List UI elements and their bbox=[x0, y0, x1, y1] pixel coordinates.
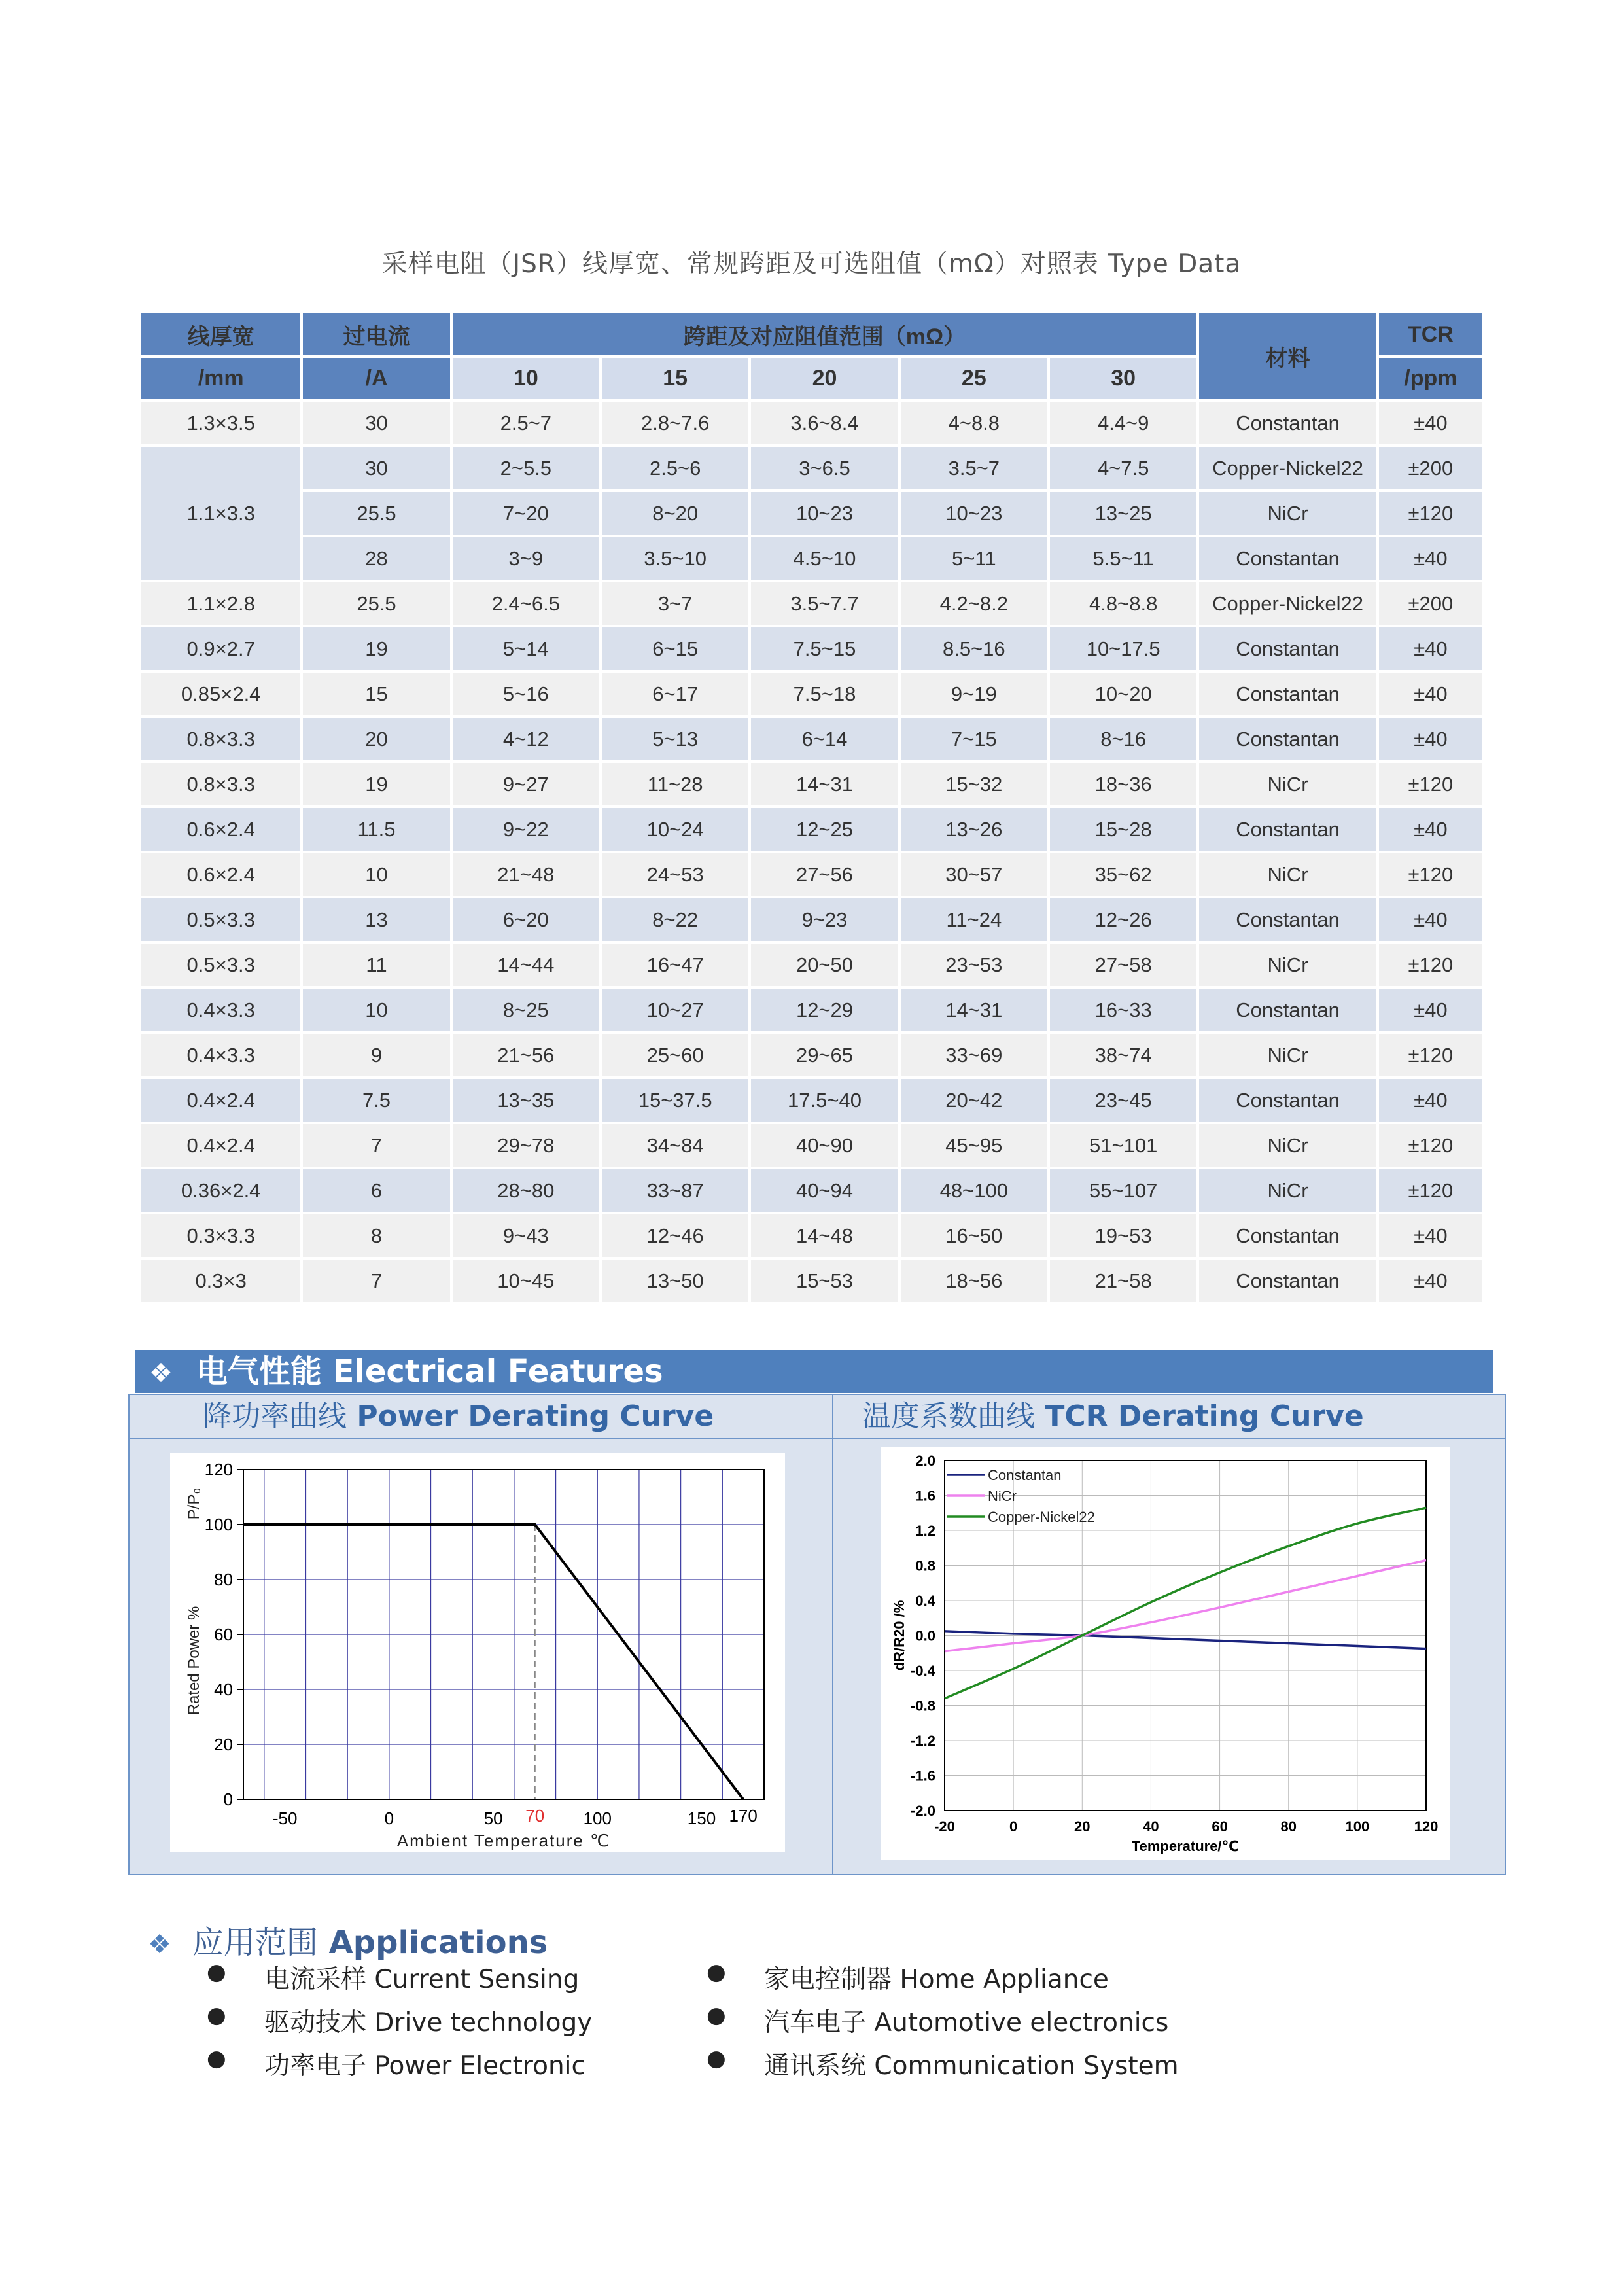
cell-current: 7 bbox=[303, 1124, 449, 1167]
cell-current: 19 bbox=[303, 763, 449, 805]
cell-r20: 7.5~18 bbox=[751, 673, 898, 715]
cell-size: 0.4×3.3 bbox=[141, 989, 300, 1031]
cell-r20: 10~23 bbox=[751, 492, 898, 535]
cell-r15: 8~20 bbox=[602, 492, 748, 535]
application-label: 通讯系统 Communication System bbox=[764, 2051, 1179, 2081]
cell-r10: 9~27 bbox=[453, 763, 599, 805]
header-span-25: 25 bbox=[901, 358, 1047, 399]
section-marker-icon: ❖ bbox=[149, 1358, 173, 1388]
cell-material: Constantan bbox=[1199, 808, 1376, 851]
cell-r10: 5~16 bbox=[453, 673, 599, 715]
cell-tcr: ±120 bbox=[1379, 1034, 1482, 1076]
cell-current: 11.5 bbox=[303, 808, 449, 851]
cell-size: 1.1×2.8 bbox=[141, 582, 300, 625]
table-row bbox=[141, 718, 1482, 760]
power-derating-heading bbox=[130, 1395, 832, 1439]
cell-r30: 18~36 bbox=[1050, 763, 1196, 805]
cell-r15: 10~27 bbox=[602, 989, 748, 1031]
header-span-15: 15 bbox=[602, 358, 748, 399]
cell-current: 7.5 bbox=[303, 1079, 449, 1122]
cell-material: NiCr bbox=[1199, 944, 1376, 986]
cell-material: Constantan bbox=[1199, 1260, 1376, 1302]
bullet-icon: ● bbox=[207, 2002, 226, 2028]
cell-current: 30 bbox=[303, 447, 449, 489]
tcr-derating-heading bbox=[833, 1395, 1505, 1439]
cell-material: Constantan bbox=[1199, 1079, 1376, 1122]
header-current: 过电流 bbox=[303, 313, 449, 355]
power-derating-svg bbox=[170, 1453, 785, 1852]
cell-size: 0.9×2.7 bbox=[141, 627, 300, 670]
cell-r15: 15~37.5 bbox=[602, 1079, 748, 1122]
cell-r25: 14~31 bbox=[901, 989, 1047, 1031]
cell-size: 0.3×3 bbox=[141, 1260, 300, 1302]
cell-r10: 2~5.5 bbox=[453, 447, 599, 489]
cell-r30: 21~58 bbox=[1050, 1260, 1196, 1302]
y-tick-label: 2.0 bbox=[915, 1453, 935, 1469]
cell-current: 25.5 bbox=[303, 492, 449, 535]
x-tick-label: 0 bbox=[1009, 1818, 1018, 1835]
table-row bbox=[141, 582, 1482, 625]
header-tcr: TCR bbox=[1379, 313, 1482, 355]
cell-material: NiCr bbox=[1199, 492, 1376, 535]
tcr-derating-title-en: TCR Derating Curve bbox=[1045, 1400, 1364, 1433]
cell-r25: 15~32 bbox=[901, 763, 1047, 805]
tcr-derating-panel bbox=[832, 1394, 1506, 1875]
bullet-icon: ● bbox=[707, 2002, 726, 2028]
cell-size: 0.6×2.4 bbox=[141, 808, 300, 851]
cell-tcr: ±40 bbox=[1379, 898, 1482, 941]
y-tick-label: -2.0 bbox=[911, 1803, 935, 1819]
cell-r10: 3~9 bbox=[453, 537, 599, 580]
power-derating-title-en: Power Derating Curve bbox=[357, 1400, 714, 1433]
table-body bbox=[141, 402, 1482, 1302]
cell-r25: 4.2~8.2 bbox=[901, 582, 1047, 625]
cell-r25: 13~26 bbox=[901, 808, 1047, 851]
application-label: 驱动技术 Drive technology bbox=[264, 2008, 593, 2038]
cell-r25: 30~57 bbox=[901, 853, 1047, 896]
table-row bbox=[141, 537, 1482, 580]
cell-r10: 2.5~7 bbox=[453, 402, 599, 444]
bullet-icon: ● bbox=[707, 2045, 726, 2072]
y-tick-label: 120 bbox=[204, 1460, 233, 1479]
y-tick-label: 0 bbox=[223, 1790, 233, 1809]
cell-r10: 5~14 bbox=[453, 627, 599, 670]
legend-label: NiCr bbox=[988, 1488, 1017, 1504]
y-tick-label: -0.8 bbox=[911, 1697, 935, 1714]
cell-r20: 4.5~10 bbox=[751, 537, 898, 580]
cell-r30: 10~20 bbox=[1050, 673, 1196, 715]
section-marker-icon: ❖ bbox=[148, 1930, 171, 1960]
y-tick-label: 20 bbox=[214, 1735, 233, 1754]
table-title: 采样电阻（JSR）线厚宽、常规跨距及可选阻值（mΩ）对照表 Type Data bbox=[381, 249, 1242, 279]
table-row bbox=[141, 763, 1482, 805]
cell-r10: 7~20 bbox=[453, 492, 599, 535]
x-tick-label: -20 bbox=[934, 1818, 955, 1835]
cell-r20: 29~65 bbox=[751, 1034, 898, 1076]
cell-tcr: ±40 bbox=[1379, 537, 1482, 580]
y-tick-label: -0.4 bbox=[911, 1663, 935, 1679]
cell-r15: 2.8~7.6 bbox=[602, 402, 748, 444]
cell-r25: 23~53 bbox=[901, 944, 1047, 986]
tcr-derating-chart bbox=[881, 1447, 1450, 1860]
cell-r20: 9~23 bbox=[751, 898, 898, 941]
y-tick-label: 0.4 bbox=[915, 1593, 935, 1609]
cell-r30: 38~74 bbox=[1050, 1034, 1196, 1076]
cell-current: 20 bbox=[303, 718, 449, 760]
table-row bbox=[141, 944, 1482, 986]
y-tick-label: 80 bbox=[214, 1570, 233, 1589]
cell-size: 1.1×3.3 bbox=[141, 447, 300, 580]
y-tick-label: 1.6 bbox=[915, 1487, 935, 1504]
table-row bbox=[141, 673, 1482, 715]
application-label: 功率电子 Power Electronic bbox=[264, 2051, 585, 2081]
cell-r30: 12~26 bbox=[1050, 898, 1196, 941]
cell-size: 0.4×3.3 bbox=[141, 1034, 300, 1076]
header-tcr-unit: /ppm bbox=[1379, 358, 1482, 399]
type-data-table bbox=[139, 311, 1485, 1305]
cell-r30: 5.5~11 bbox=[1050, 537, 1196, 580]
table-row bbox=[141, 853, 1482, 896]
bullet-icon: ● bbox=[707, 1959, 726, 1985]
tcr-derating-svg bbox=[881, 1447, 1450, 1860]
cell-current: 8 bbox=[303, 1214, 449, 1257]
table-row bbox=[141, 989, 1482, 1031]
cell-r15: 6~15 bbox=[602, 627, 748, 670]
series-line-copper-nickel22 bbox=[945, 1508, 1426, 1699]
cell-r20: 40~94 bbox=[751, 1169, 898, 1212]
cell-r10: 28~80 bbox=[453, 1169, 599, 1212]
cell-material: Constantan bbox=[1199, 989, 1376, 1031]
cell-current: 13 bbox=[303, 898, 449, 941]
electrical-section-bar bbox=[135, 1350, 1493, 1393]
table-row bbox=[141, 1124, 1482, 1167]
cell-material: Constantan bbox=[1199, 898, 1376, 941]
application-label: 电流采样 Current Sensing bbox=[264, 1965, 580, 1994]
cell-tcr: ±40 bbox=[1379, 1079, 1482, 1122]
cell-size: 0.8×3.3 bbox=[141, 718, 300, 760]
table-row bbox=[141, 1034, 1482, 1076]
cell-size: 1.3×3.5 bbox=[141, 402, 300, 444]
cell-current: 7 bbox=[303, 1260, 449, 1302]
x-tick-label: 50 bbox=[483, 1809, 503, 1828]
cell-current: 10 bbox=[303, 989, 449, 1031]
cell-r10: 10~45 bbox=[453, 1260, 599, 1302]
cell-r10: 13~35 bbox=[453, 1079, 599, 1122]
cell-r20: 3.6~8.4 bbox=[751, 402, 898, 444]
x-tick-label: 60 bbox=[1212, 1818, 1228, 1835]
cell-size: 0.8×3.3 bbox=[141, 763, 300, 805]
x-axis-label: Temperature/℃ bbox=[1131, 1838, 1240, 1854]
cell-r30: 19~53 bbox=[1050, 1214, 1196, 1257]
cell-size: 0.4×2.4 bbox=[141, 1079, 300, 1122]
cell-current: 10 bbox=[303, 853, 449, 896]
cell-r25: 20~42 bbox=[901, 1079, 1047, 1122]
cell-current: 15 bbox=[303, 673, 449, 715]
table-row bbox=[141, 808, 1482, 851]
cell-r15: 34~84 bbox=[602, 1124, 748, 1167]
application-label: 家电控制器 Home Appliance bbox=[764, 1965, 1109, 1994]
cell-r15: 3.5~10 bbox=[602, 537, 748, 580]
cell-tcr: ±120 bbox=[1379, 1169, 1482, 1212]
cell-r30: 10~17.5 bbox=[1050, 627, 1196, 670]
y-tick-label: -1.2 bbox=[911, 1733, 935, 1749]
cell-r30: 8~16 bbox=[1050, 718, 1196, 760]
cell-tcr: ±40 bbox=[1379, 627, 1482, 670]
header-current-unit: /A bbox=[303, 358, 449, 399]
cell-material: Constantan bbox=[1199, 673, 1376, 715]
cell-tcr: ±200 bbox=[1379, 447, 1482, 489]
cell-r15: 2.5~6 bbox=[602, 447, 748, 489]
cell-size: 0.85×2.4 bbox=[141, 673, 300, 715]
cell-r30: 15~28 bbox=[1050, 808, 1196, 851]
x-tick-label: 120 bbox=[1414, 1818, 1439, 1835]
cell-material: Constantan bbox=[1199, 718, 1376, 760]
cell-material: NiCr bbox=[1199, 763, 1376, 805]
cell-r30: 13~25 bbox=[1050, 492, 1196, 535]
tcr-derating-title-zh: 温度系数曲线 bbox=[862, 1400, 1035, 1433]
cell-size: 0.5×3.3 bbox=[141, 898, 300, 941]
cell-current: 11 bbox=[303, 944, 449, 986]
cell-current: 6 bbox=[303, 1169, 449, 1212]
cell-tcr: ±120 bbox=[1379, 944, 1482, 986]
table-row bbox=[141, 1079, 1482, 1122]
cell-r15: 3~7 bbox=[602, 582, 748, 625]
cell-tcr: ±200 bbox=[1379, 582, 1482, 625]
cell-r20: 14~31 bbox=[751, 763, 898, 805]
table-row bbox=[141, 1214, 1482, 1257]
header-span-20: 20 bbox=[751, 358, 898, 399]
cell-r30: 4~7.5 bbox=[1050, 447, 1196, 489]
cell-tcr: ±120 bbox=[1379, 853, 1482, 896]
cell-r20: 3.5~7.7 bbox=[751, 582, 898, 625]
cell-r10: 9~22 bbox=[453, 808, 599, 851]
y-tick-label: 0.0 bbox=[915, 1627, 935, 1644]
cell-material: Copper-Nickel22 bbox=[1199, 582, 1376, 625]
cell-r25: 3.5~7 bbox=[901, 447, 1047, 489]
cell-r30: 55~107 bbox=[1050, 1169, 1196, 1212]
x-marker-label: 70 bbox=[525, 1806, 545, 1826]
cell-r15: 10~24 bbox=[602, 808, 748, 851]
applications-heading bbox=[148, 1917, 548, 1962]
cell-r25: 48~100 bbox=[901, 1169, 1047, 1212]
y-axis-label: dR/R20 /% bbox=[891, 1600, 907, 1671]
cell-material: NiCr bbox=[1199, 853, 1376, 896]
table-row bbox=[141, 1260, 1482, 1302]
applications-title-zh: 应用范围 bbox=[192, 1924, 318, 1961]
cell-current: 30 bbox=[303, 402, 449, 444]
cell-r15: 6~17 bbox=[602, 673, 748, 715]
cell-r10: 2.4~6.5 bbox=[453, 582, 599, 625]
cell-r15: 33~87 bbox=[602, 1169, 748, 1212]
bullet-icon: ● bbox=[207, 2045, 226, 2072]
cell-r15: 5~13 bbox=[602, 718, 748, 760]
cell-r20: 3~6.5 bbox=[751, 447, 898, 489]
power-derating-panel bbox=[128, 1394, 833, 1875]
cell-r20: 12~25 bbox=[751, 808, 898, 851]
cell-tcr: ±120 bbox=[1379, 763, 1482, 805]
table-row bbox=[141, 447, 1482, 489]
cell-r15: 24~53 bbox=[602, 853, 748, 896]
cell-r25: 10~23 bbox=[901, 492, 1047, 535]
cell-r20: 20~50 bbox=[751, 944, 898, 986]
cell-r15: 25~60 bbox=[602, 1034, 748, 1076]
cell-r15: 13~50 bbox=[602, 1260, 748, 1302]
cell-current: 25.5 bbox=[303, 582, 449, 625]
x-axis-label: Ambient Temperature ℃ bbox=[396, 1831, 611, 1850]
series-line-nicr bbox=[945, 1560, 1426, 1651]
cell-r10: 14~44 bbox=[453, 944, 599, 986]
cell-r25: 33~69 bbox=[901, 1034, 1047, 1076]
cell-r25: 4~8.8 bbox=[901, 402, 1047, 444]
cell-r10: 8~25 bbox=[453, 989, 599, 1031]
electrical-section-title: 电气性能 Electrical Features bbox=[196, 1353, 663, 1390]
cell-r20: 12~29 bbox=[751, 989, 898, 1031]
table-row bbox=[141, 627, 1482, 670]
header-span-group: 跨距及对应阻值范围（mΩ） bbox=[453, 313, 1197, 355]
cell-r25: 45~95 bbox=[901, 1124, 1047, 1167]
cell-tcr: ±40 bbox=[1379, 673, 1482, 715]
header-span-30: 30 bbox=[1050, 358, 1196, 399]
cell-material: Constantan bbox=[1199, 537, 1376, 580]
y-tick-label: 1.2 bbox=[915, 1523, 935, 1539]
cell-r10: 21~48 bbox=[453, 853, 599, 896]
cell-size: 0.6×2.4 bbox=[141, 853, 300, 896]
cell-size: 0.36×2.4 bbox=[141, 1169, 300, 1212]
cell-r10: 29~78 bbox=[453, 1124, 599, 1167]
cell-r25: 8.5~16 bbox=[901, 627, 1047, 670]
header-size: 线厚宽 bbox=[141, 313, 300, 355]
derating-series-line bbox=[243, 1525, 743, 1799]
table-row bbox=[141, 492, 1482, 535]
table-row bbox=[141, 402, 1482, 444]
cell-r10: 9~43 bbox=[453, 1214, 599, 1257]
cell-current: 28 bbox=[303, 537, 449, 580]
x-tick-label: 0 bbox=[384, 1809, 394, 1828]
x-tick-label: 20 bbox=[1074, 1818, 1091, 1835]
y-axis-label: Rated Power % bbox=[185, 1606, 203, 1716]
series-line-constantan bbox=[945, 1631, 1426, 1649]
table-row bbox=[141, 1169, 1482, 1212]
cell-size: 0.5×3.3 bbox=[141, 944, 300, 986]
y-tick-label: -1.6 bbox=[911, 1767, 935, 1784]
applications-title-en: Applications bbox=[328, 1924, 548, 1961]
cell-tcr: ±40 bbox=[1379, 989, 1482, 1031]
cell-r30: 4.8~8.8 bbox=[1050, 582, 1196, 625]
header-size-unit: /mm bbox=[141, 358, 300, 399]
x-tick-label: 40 bbox=[1143, 1818, 1159, 1835]
cell-r30: 16~33 bbox=[1050, 989, 1196, 1031]
cell-r10: 6~20 bbox=[453, 898, 599, 941]
table-row bbox=[141, 898, 1482, 941]
cell-r30: 35~62 bbox=[1050, 853, 1196, 896]
cell-r30: 4.4~9 bbox=[1050, 402, 1196, 444]
cell-current: 19 bbox=[303, 627, 449, 670]
cell-size: 0.3×3.3 bbox=[141, 1214, 300, 1257]
y-tick-label: 60 bbox=[214, 1625, 233, 1644]
power-derating-title-zh: 降功率曲线 bbox=[203, 1400, 347, 1433]
bullet-icon: ● bbox=[207, 1959, 226, 1985]
cell-r15: 16~47 bbox=[602, 944, 748, 986]
cell-r15: 12~46 bbox=[602, 1214, 748, 1257]
x-tick-label: -50 bbox=[272, 1809, 298, 1828]
cell-r10: 21~56 bbox=[453, 1034, 599, 1076]
y-tick-label: 40 bbox=[214, 1680, 233, 1699]
cell-material: Constantan bbox=[1199, 627, 1376, 670]
x-tick-label: 150 bbox=[687, 1809, 716, 1828]
cell-r20: 17.5~40 bbox=[751, 1079, 898, 1122]
cell-tcr: ±40 bbox=[1379, 402, 1482, 444]
cell-r30: 27~58 bbox=[1050, 944, 1196, 986]
cell-r25: 5~11 bbox=[901, 537, 1047, 580]
cell-r25: 11~24 bbox=[901, 898, 1047, 941]
x-tick-label: 100 bbox=[583, 1809, 612, 1828]
cell-r30: 51~101 bbox=[1050, 1124, 1196, 1167]
y-top-label: P/P₀ bbox=[185, 1487, 203, 1520]
cell-tcr: ±120 bbox=[1379, 1124, 1482, 1167]
cell-material: NiCr bbox=[1199, 1034, 1376, 1076]
cell-r25: 18~56 bbox=[901, 1260, 1047, 1302]
cell-material: Constantan bbox=[1199, 402, 1376, 444]
cell-r10: 4~12 bbox=[453, 718, 599, 760]
cell-r20: 6~14 bbox=[751, 718, 898, 760]
cell-material: NiCr bbox=[1199, 1169, 1376, 1212]
x-tick-label: 100 bbox=[1345, 1818, 1370, 1835]
legend-label: Copper-Nickel22 bbox=[988, 1509, 1095, 1525]
cell-material: Copper-Nickel22 bbox=[1199, 447, 1376, 489]
cell-size: 0.4×2.4 bbox=[141, 1124, 300, 1167]
cell-tcr: ±40 bbox=[1379, 1260, 1482, 1302]
cell-r25: 16~50 bbox=[901, 1214, 1047, 1257]
y-tick-label: 100 bbox=[204, 1515, 233, 1534]
cell-tcr: ±40 bbox=[1379, 718, 1482, 760]
cell-tcr: ±40 bbox=[1379, 808, 1482, 851]
cell-material: NiCr bbox=[1199, 1124, 1376, 1167]
x-tick-label: 80 bbox=[1280, 1818, 1297, 1835]
x-end-label: 170 bbox=[729, 1806, 758, 1826]
cell-r15: 8~22 bbox=[602, 898, 748, 941]
cell-r20: 7.5~15 bbox=[751, 627, 898, 670]
legend-label: Constantan bbox=[988, 1467, 1062, 1483]
cell-r20: 27~56 bbox=[751, 853, 898, 896]
cell-r20: 40~90 bbox=[751, 1124, 898, 1167]
cell-r25: 9~19 bbox=[901, 673, 1047, 715]
cell-tcr: ±120 bbox=[1379, 492, 1482, 535]
cell-current: 9 bbox=[303, 1034, 449, 1076]
cell-material: Constantan bbox=[1199, 1214, 1376, 1257]
application-label: 汽车电子 Automotive electronics bbox=[764, 2008, 1169, 2038]
power-derating-chart bbox=[170, 1453, 785, 1852]
cell-tcr: ±40 bbox=[1379, 1214, 1482, 1257]
cell-r25: 7~15 bbox=[901, 718, 1047, 760]
cell-r15: 11~28 bbox=[602, 763, 748, 805]
header-span-10: 10 bbox=[453, 358, 599, 399]
cell-r20: 15~53 bbox=[751, 1260, 898, 1302]
cell-r20: 14~48 bbox=[751, 1214, 898, 1257]
header-material: 材料 bbox=[1199, 313, 1376, 399]
cell-r30: 23~45 bbox=[1050, 1079, 1196, 1122]
y-tick-label: 0.8 bbox=[915, 1557, 935, 1574]
